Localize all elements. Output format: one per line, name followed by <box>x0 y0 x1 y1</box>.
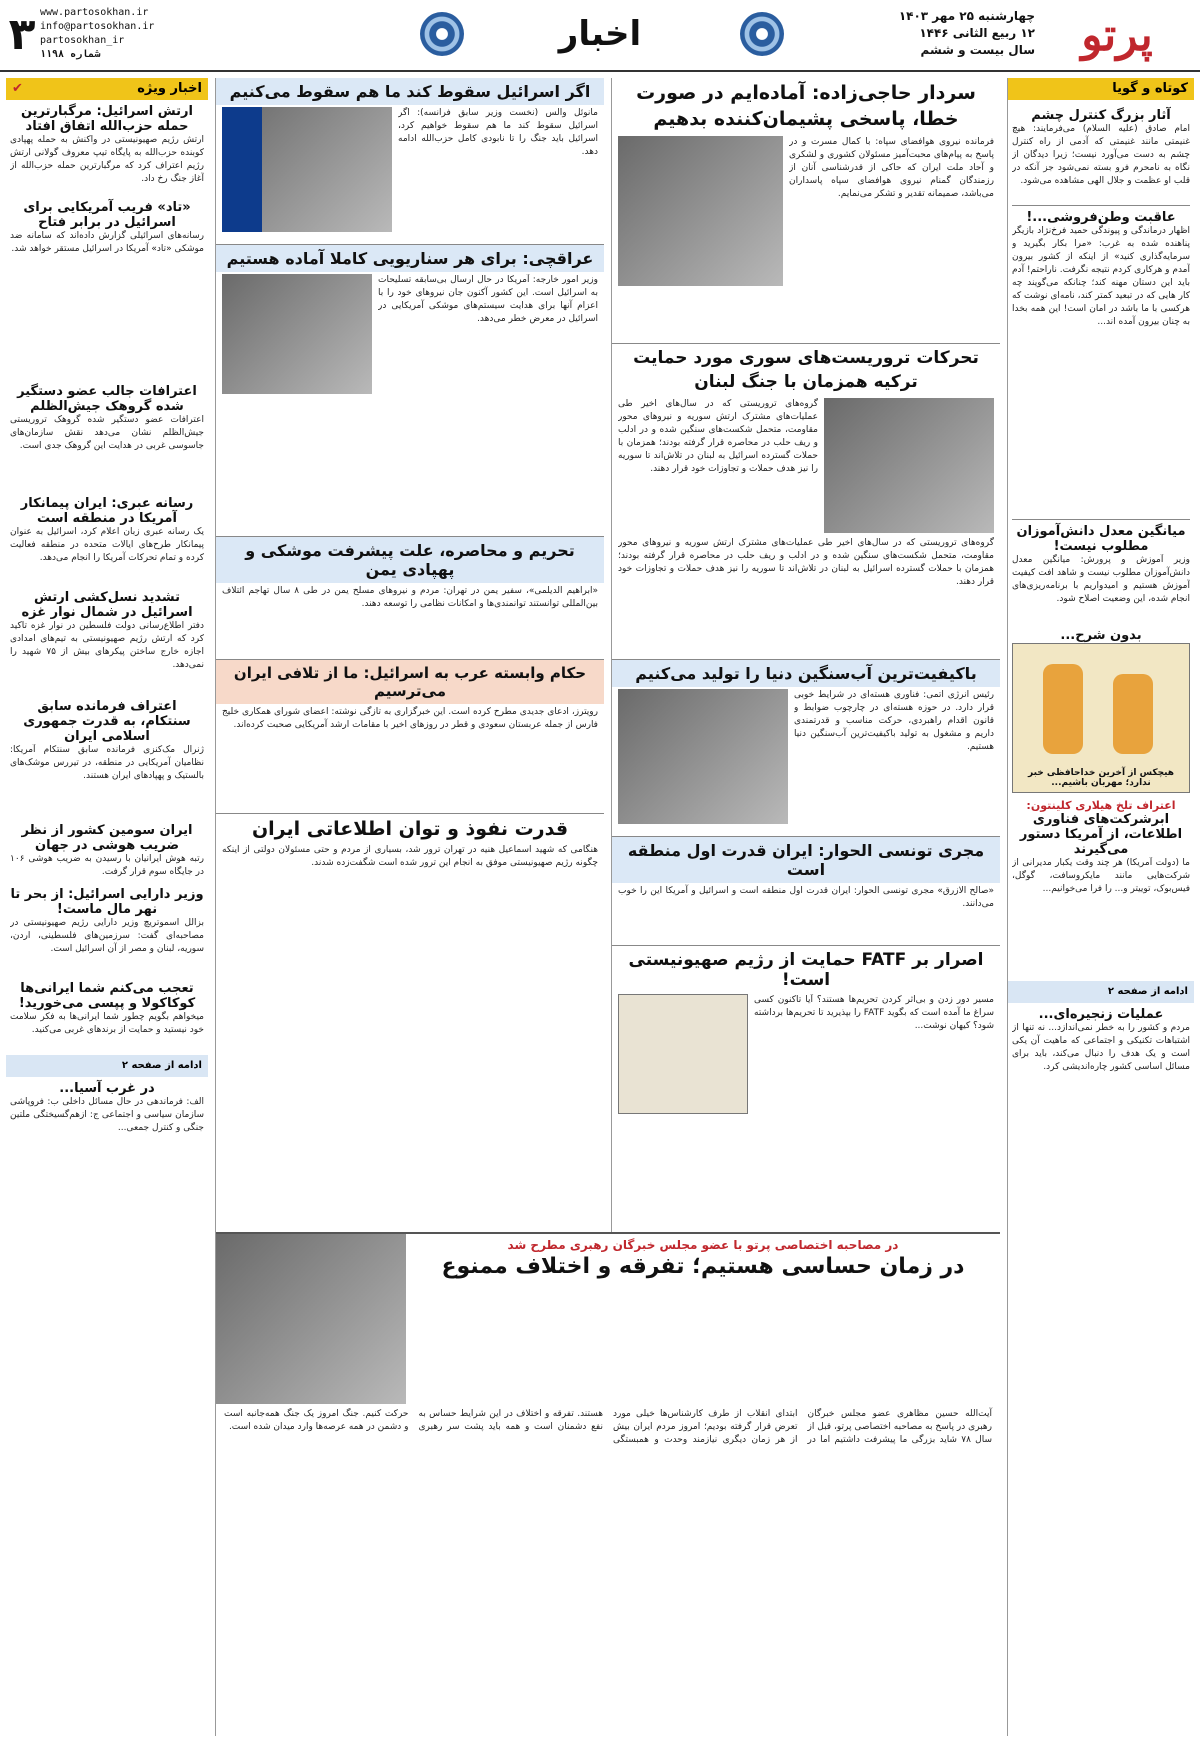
article-title: ابرشرکت‌های فناوری اطلاعات، از آمریکا دستور می‌گیرند <box>1019 812 1183 857</box>
headline: اصرار بر FATF حمایت از رژیم صهیونیستی است! <box>628 950 984 990</box>
volume-year: سال بیست و ششم <box>920 43 1035 57</box>
headline: سردار حاجی‌زاده: آماده‌ایم در صورت خطا، پاسخی پشیمان‌کننده بدهیم <box>636 82 976 130</box>
checkmark-icon: ✔ <box>12 81 23 96</box>
article-title: اعترافات جالب عضو دستگیر شده گروهک جیش‌الظلم <box>17 384 197 414</box>
article-body: مسیر دور زدن و بی‌اثر کردن تحریم‌ها هستند؟ آیا تاکنون کسی سراغ ما آمده است که بگوید FATF را بپذیرید تا تحریم‌ها برداشته شود؟ کیهان نوشت... <box>754 995 994 1031</box>
page-section-title: اخبار <box>558 14 642 54</box>
headline: عراقچی: برای هر سناریویی کاملا آماده هستیم <box>226 249 594 268</box>
feature-headline: در زمان حساسی هستیم؛ تفرقه و اختلاف ممنوع <box>441 1254 965 1279</box>
article-title: آثار بزرگ کنترل چشم <box>1031 108 1171 123</box>
column-special-news <box>6 78 208 1736</box>
article-body: دفتر اطلاع‌رسانی دولت فلسطین در نوار غزه تاکید کرد که ارتش رژیم صهیونیستی به تیم‌های امدادی اجازه خارج ساختن پیکرهای بیش از ۷۵ شهید را نمی‌دهد. <box>10 621 204 670</box>
article-body: اظهار درماندگی و پیوندگی حمید فرخ‌نژاد بازیگر پناهنده شده به غرب: «مرا بکار بگیرید و سرمایه‌گذاری کنید» از اینکه از کشور بیرون آمدم و هرکاری کردم نتیجه نگرفت. ناراحتم! آدم باید این دستان مهنه کند؛ چنانکه می‌گویند چه کار هایی که در تبعید کمتر کند، نامه‌ای نوشت که هرکسی با ما باشد در امان است! این همه بخدا به چنان بیرون آمده اند... <box>1012 226 1190 327</box>
section-tag: کوتاه و گویا <box>1008 78 1194 100</box>
article-title: میانگین معدل دانش‌آموزان مطلوب نیست! <box>1016 524 1186 554</box>
article-title: اعتراف فرمانده سابق سنتکام، به قدرت جمهوری اسلامی ایران <box>23 699 191 744</box>
photo-atomic-chief <box>618 689 788 824</box>
issue-number: شماره ۱۱۹۸ <box>40 49 101 60</box>
article-title: ایران سومین کشور از نظر ضریب هوشی در جهان <box>21 823 193 853</box>
date-solar: چهارشنبه ۲۵ مهر ۱۴۰۳ <box>898 9 1035 23</box>
photo-commander <box>618 136 783 286</box>
article-title: «تاد» فریب آمریکایی برای اسرائیل در برابر فتاح <box>23 200 191 230</box>
headline: اگر اسرائیل سقوط کند ما هم سقوط می‌کنیم <box>229 82 591 101</box>
article-body: مانوئل والس (نخست وزیر سابق فرانسه): اگر اسرائیل سقوط کند ما هم سقوط خواهیم کرد، اسرائیل باید جنگ را تا نابودی کامل حزب‌الله ادامه دهد. <box>398 108 598 157</box>
article-body: رئیس انرژی اتمی: فناوری هسته‌ای در شرایط خوبی قرار دارد. در حوزه هسته‌ای در چارچوب ضوابط و قانون اقدام راهبردی، حرکت مناسب و قدرتمندی داریم و مشغول به تولید باکیفیت‌ترین آب‌سنگین دنیا هستیم. <box>794 690 994 752</box>
contact-info <box>40 6 210 62</box>
newspaper-logo: پرتو <box>1081 10 1153 61</box>
photo-syria <box>824 398 994 533</box>
article-body: الف: فرماندهی در حال مسائل داخلی ب: فروپاشی سازمان سیاسی و اجتماعی ج: ازهم‌گسیختگی ملتین جنگی و کنترل جمعی... <box>10 1097 204 1133</box>
article-title: وزیر دارایی اسرائیل: از بحر تا نهر مال ماست! <box>10 887 204 917</box>
headline: تحرکات تروریست‌های سوری مورد حمایت ترکیه همزمان با جنگ لبنان <box>633 348 979 392</box>
social-handle[interactable]: partosokhan_ir <box>40 35 125 46</box>
photo-valls <box>222 107 392 232</box>
headline: مجری تونسی الحوار: ایران قدرت اول منطقه است <box>627 841 985 879</box>
article-body: هنگامی که شهید اسماعیل هنیه در تهران ترور شد، بسیاری از مردم و حتی مسئولان دولتی از اینکه چگونه رژیم صهیونیستی موفق به انجام این ترور شده است شگفت‌زده شدند. <box>222 845 598 868</box>
article-body: بزالل اسموتریچ وزیر دارایی رژیم صهیونیستی در مصاحبه‌ای گفت: سرزمین‌های فلسطینی، اردن، سوریه، لبنان و مصر از آن اسرائیل است. <box>10 918 204 954</box>
article-body: «ابراهیم الدیلمی»، سفیر یمن در تهران: مردم و نیروهای مسلح یمن در طی ۸ سال تهاجم ائتلاف بین‌المللی توانستند توانمندی‌ها و امکانات نظامی را توسعه دهند. <box>222 586 598 609</box>
email-link[interactable]: info@partosokhan.ir <box>40 21 155 32</box>
article-title: ارتش اسرائیل: مرگبارترین حمله حزب‌الله اتفاق افتاد <box>21 104 193 134</box>
article-title: تشدید نسل‌کشی ارتش اسرائیل در شمال نوار غزه <box>21 590 193 620</box>
article-body-continued: گروه‌های تروریستی که در سال‌های اخیر طی عملیات‌های مشترک ارتش سوریه و نیروهای محور مقاومت، متحمل شکست‌های سنگین شده و در ادلب و ریف حلب در محاصره قرار گرفته بودند؛ همزمان با حملات گسترده اسرائیل به لبنان در تلاش‌اند تا سوریه را نیز هدف حملات و تجاوزات خود قرار دهند. <box>618 538 994 587</box>
page-header <box>0 0 1200 72</box>
rosette-ornament-icon <box>740 12 784 56</box>
section-tag-label: اخبار ویژه <box>137 81 202 96</box>
feature-kicker: در مصاحبه اختصاصی پرتو با عضو مجلس خبرگان رهبری مطرح شد <box>507 1238 899 1252</box>
article-title: در غرب آسیا... <box>59 1081 155 1096</box>
article-title: عاقبت وطن‌فروشی...! <box>1026 210 1176 225</box>
article-body: «صالح الازرق» مجری تونسی الحوار: ایران قدرت اول منطقه است و اسرائیل و آمریکا این را خوب می‌دانند. <box>618 886 994 909</box>
article-title: بدون شرح... <box>1060 628 1142 643</box>
article-body: یک رسانه عبری زبان اعلام کرد، اسرائیل به عنوان پیمانکار طرح‌های ایالات متحده در منطقه فعالیت کرده و تمام تحرکات آمریکا را انجام می‌دهد. <box>10 527 204 563</box>
article-body: رتبه هوش ایرانیان با رسیدن به ضریب هوشی ۱۰۶ در جایگاه سوم قرار گرفت. <box>10 854 204 877</box>
photo-araghchi <box>222 274 372 394</box>
cartoon-image <box>1012 643 1190 793</box>
article-body: رویترز، ادعای جدیدی مطرح کرده است. این خبرگزاری به تازگی نوشته: اعضای شورای همکاری خلیج فارس از جمله عربستان سعودی و قطر در روزهای اخیر با مقامات ارشد آمریکایی صحبت کرده‌اند. <box>222 707 598 730</box>
feature-article <box>216 1232 1000 1736</box>
article-body: وزیر آموزش و پرورش: میانگین معدل دانش‌آموزان مطلوب نیست و شاهد افت کیفیت آموزش هستیم و امیدواریم با برنامه‌ریزی‌های انجام شده، این وضعیت اصلاح شود. <box>1012 555 1190 604</box>
headline: تحریم و محاصره، علت پیشرفت موشکی و پهپادی یمن <box>245 541 575 579</box>
article-body: ما (دولت آمریکا) هر چند وقت یکبار مدیرانی از شرکت‌هایی مانند مایکروسافت، گوگل، فیس‌بوک، توییتر و... را فرا می‌خوانیم... <box>1012 858 1190 894</box>
article-body: ارتش رژیم صهیونیستی در واکنش به حمله پهپادی کوبنده حزب‌الله به پایگاه تیپ معروف گولانی ارتش رژیم اعتراف کرد که مرگبارترین حمله حزب‌الله از آغاز جنگ رخ داد. <box>10 135 204 184</box>
article-body: فرمانده نیروی هوافضای سپاه: با کمال مسرت و در پاسخ به پیام‌های محبت‌آمیز مسئولان کشوری و لشکری و آحاد ملت ایران که حاکی از قدرشناسی آنان از رزمندگان گمنام نیروی هوافضای سپاه پاسداران می‌باشد، صمیمانه تقدیر و تشکر می‌نمایم. <box>789 137 994 199</box>
article-body: ژنرال مک‌کنزی فرمانده سابق سنتکام آمریکا: نظامیان آمریکایی در منطقه، در تیررس موشک‌های بالستیک و پهپادهای ایران هستند. <box>10 745 204 781</box>
article-body: مردم و کشور را به خطر نمی‌اندازد... نه تنها از اشتباهات تکنیکی و اجتماعی که ماهیت آن یکی است و یک هدف را دنبال می‌کند، باید برای مسائل اساسی کشور چاره‌اندیشی کرد. <box>1012 1023 1190 1072</box>
column-short-news <box>1007 78 1194 1736</box>
article-body: رسانه‌های اسرائیلی گزارش داده‌اند که سامانه ضد موشکی «تاد» آمریکا در اسرائیل مستقر خواهد شد. <box>10 231 204 254</box>
article-body: گروه‌های تروریستی که در سال‌های اخیر طی عملیات‌های مشترک ارتش سوریه و نیروهای محور مقاومت، متحمل شکست‌های سنگین شده و در ادلب و ریف حلب در محاصره قرار گرفته بودند؛ همزمان با حملات گسترده اسرائیل به لبنان در تلاش‌اند تا سوریه را نیز هدف حملات و تجاوزات خود قرار دهند. <box>618 399 818 474</box>
article-body: میخواهم بگویم چطور شما ایرانی‌ها به فکر سلامت خود نیستید و حمایت از برندهای غربی می‌کنید. <box>10 1012 204 1035</box>
site-link[interactable]: www.partosokhan.ir <box>40 7 149 18</box>
article-title: عملیات زنجیره‌ای... <box>1038 1007 1164 1022</box>
article-kicker: اعتراف تلخ هیلاری کلینتون: <box>1026 799 1176 812</box>
headline: قدرت نفوذ و توان اطلاعاتی ایران <box>251 818 569 840</box>
photo-cleric <box>216 1234 406 1404</box>
cartoon-caption: هیچکس از آخرین خداحافظی خبر ندارد؛ مهربان باشیم... <box>1028 768 1174 788</box>
article-body: وزیر امور خارجه: آمریکا در حال ارسال بی‌سابقه تسلیحات به اسرائیل است. این کشور آکنون جان نیروهای خود را با اعزام آنها برای هدایت سیستم‌های موشکی آمریکایی در اسرائیل در معرض خطر می‌دهد. <box>378 275 598 324</box>
page-number: ۳ <box>8 9 36 60</box>
feature-body: آیت‌الله حسین مظاهری عضو مجلس خبرگان رهبری در پاسخ به مصاحبه اختصاصی پرتو، قبل از سال ۷۸ شاید بزرگی ما پیشرفت داشتیم اما در ابتدای انقلاب از طرف کارشناس‌ها خیلی مورد تعرض قرار گرفته بودیم؛ امروز مردم ایران بیش از هر زمان دیگری نیازمند وحدت و همبستگی هستند. تفرقه و اختلاف در این شرایط حساس به نفع دشمنان است و همه باید پشت سر رهبری حرکت کنیم. جنگ امروز یک جنگ همه‌جانبه است و دشمن در همه عرصه‌ها وارد میدان شده است. <box>224 1409 993 1445</box>
continued-tag: ادامه از صفحه ۲ <box>1008 981 1194 1003</box>
headline: حکام وابسته عرب به اسرائیل: ما از تلافی ایران می‌ترسیم <box>233 664 587 700</box>
continued-tag: ادامه از صفحه ۲ <box>6 1055 208 1077</box>
photo-fatf <box>618 994 748 1114</box>
article-body: اعترافات عضو دستگیر شده گروهک تروریستی جیش‌الظلم نشان می‌دهد نقش سازمان‌های جاسوسی غربی در هدایت این گروهک جدی است. <box>10 415 204 451</box>
issue-date <box>865 8 1035 59</box>
headline: باکیفیت‌ترین آب‌سنگین دنیا را تولید می‌کنیم <box>635 664 977 683</box>
article-title: رسانه عبری: ایران پیمانکار آمریکا در منطقه است <box>20 496 194 526</box>
section-tag <box>6 78 208 100</box>
article-title: تعجب می‌کنم شما ایرانی‌ها کوکاکولا و پپسی می‌خورید! <box>18 981 196 1011</box>
article-body: امام صادق (علیه السلام) می‌فرمایند: هیچ غنیمتی مانند غنیمتی که آدمی از راه کنترل چشم به دست می‌آورد نیست؛ زیرا دیدگان از نگاه به نامحرم فرو بسته نمی‌شود جز آنکه در قلب او عظمت و جلال الهی مشاهده می‌شود. <box>1012 124 1190 186</box>
date-lunar: ۱۲ ربیع الثانی ۱۴۴۶ <box>919 26 1035 40</box>
rosette-ornament-icon <box>420 12 464 56</box>
